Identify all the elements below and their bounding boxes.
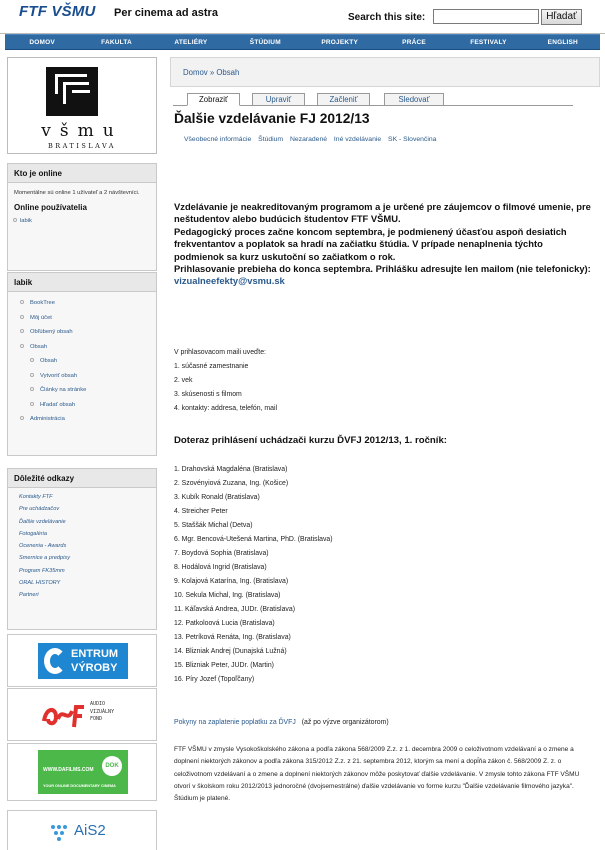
search-input[interactable] bbox=[433, 9, 539, 24]
menu-item-favorites[interactable]: Obľúbený obsah bbox=[8, 325, 156, 340]
tab-zacelnit[interactable]: Začleniť bbox=[317, 93, 370, 106]
vsmu-mark-icon bbox=[46, 67, 98, 116]
vsmu-logo-word: všmu bbox=[41, 121, 123, 141]
link-fotogaleria[interactable]: Fotogaléria bbox=[19, 530, 47, 537]
nav-item-fakulta[interactable]: FAKULTA bbox=[101, 39, 132, 46]
menu-item-articles[interactable]: Články na stránke bbox=[8, 383, 156, 398]
site-tagline: Per cinema ad astra bbox=[114, 7, 218, 19]
online-user-label: labik bbox=[20, 218, 32, 224]
user-menu-block bbox=[7, 272, 157, 456]
nav-item-projekty[interactable]: PROJEKTY bbox=[321, 39, 358, 46]
menu-item-account[interactable]: Môj účet bbox=[8, 311, 156, 326]
nav-item-english[interactable]: ENGLISH bbox=[547, 39, 578, 46]
link-uchadzaci[interactable]: Pre uchádzačov bbox=[19, 506, 60, 513]
avf-logo-icon bbox=[42, 703, 86, 729]
menu-item-content[interactable]: Obsah bbox=[8, 340, 156, 355]
link-dalsie-vzdelavanie[interactable]: Ďalšie vzdelávanie bbox=[19, 518, 66, 525]
fee-note: Pokyny na zaplatenie poplatku za ĎVFJ (až po výzve organizátorom) bbox=[174, 719, 389, 726]
term-link[interactable]: Štúdium bbox=[258, 136, 284, 143]
centrum-vyroby-logo: ENTRUM VÝROBY bbox=[38, 643, 128, 679]
email-link[interactable]: vizualneefekty@vsmu.sk bbox=[174, 275, 285, 287]
term-link[interactable]: Všeobecné informácie bbox=[184, 136, 252, 143]
ais2-banner[interactable] bbox=[7, 810, 157, 850]
list-item: 12. Patkoloová Lucia (Bratislava) bbox=[174, 619, 275, 627]
tab-sledovat[interactable]: Sledovať bbox=[384, 93, 444, 106]
link-program[interactable]: Program FK35mm bbox=[19, 567, 65, 574]
vsmu-logo[interactable] bbox=[7, 57, 157, 154]
links-block-title: Dôležité odkazy bbox=[8, 469, 156, 488]
link-kontakty[interactable]: Kontakty FTF bbox=[19, 494, 53, 500]
site-header bbox=[0, 0, 605, 34]
menu-item-content-sub[interactable]: Obsah bbox=[8, 354, 156, 369]
bullet-icon bbox=[20, 344, 24, 348]
bullet-icon bbox=[30, 373, 34, 377]
list-item: 9. Kolajová Katarína, Ing. (Bratislava) bbox=[174, 577, 289, 585]
main-nav bbox=[5, 34, 600, 50]
bullet-icon bbox=[20, 300, 24, 304]
search-label: Search this site: bbox=[348, 12, 426, 23]
ais2-dots-icon bbox=[50, 823, 70, 841]
list-item: 7. Boydová Sophia (Bratislava) bbox=[174, 549, 269, 557]
intro-text: Vzdelávanie je neakreditovaným programom a je určené pre záujemcov o filmové umenie, pre neštudentov alebo budúcich študentov FTF VŠMU. Pedagogický proces začne koncom septembra, je podmienený účasťou aspoň desiatich frekventantov a poplatok sa hradí na začiatku štúdia. V prípade nenaplnenia týchto podmienok sa kurz uskutoční so začiatkom o rok. Prihlasovanie prebieha do konca septembra. Prihlášku adresujte len mailom (nie telefonicky): vizualneefekty@vsmu.sk bbox=[174, 201, 591, 287]
link-partneri[interactable]: Partneri bbox=[19, 592, 39, 599]
list-item: 1. Drahovská Magdaléna (Bratislava) bbox=[174, 466, 288, 473]
link-ocenenia[interactable]: Ocenenia - Awards bbox=[19, 543, 67, 550]
bullet-icon bbox=[13, 218, 17, 222]
c-letter-icon bbox=[44, 648, 66, 674]
search-button[interactable]: Hľadať bbox=[541, 9, 582, 25]
tab-zobrazit[interactable]: Zobraziť bbox=[187, 93, 240, 106]
bullet-icon bbox=[30, 358, 34, 362]
term-link[interactable]: Iné vzdelávanie bbox=[333, 136, 382, 143]
page-title: Ďalšie vzdelávanie FJ 2012/13 bbox=[174, 111, 370, 126]
online-users-heading: Online používatelia bbox=[14, 203, 87, 212]
bullet-icon bbox=[20, 416, 24, 420]
avf-banner[interactable] bbox=[7, 688, 157, 741]
list-item: 6. Mgr. Bencová-Utešená Martina, PhD. (Bratislava) bbox=[174, 535, 333, 543]
centrum-vyroby-banner[interactable] bbox=[7, 634, 157, 687]
term-link[interactable]: Nezaradené bbox=[289, 136, 328, 143]
mail-instructions: V prihlasovacom maili uveďte: 1. súčasné zamestnanie 2. vek 3. skúsenosti s filmom 4. kontakty: addresa, telefón, mail bbox=[174, 349, 278, 412]
dafilms-banner[interactable] bbox=[7, 743, 157, 801]
nav-item-festivaly[interactable]: FESTIVALY bbox=[470, 39, 507, 46]
list-item: 10. Sekula Michal, Ing. (Bratislava) bbox=[174, 591, 281, 599]
links-block bbox=[7, 468, 157, 630]
list-item: 14. Blizniak Andrej (Dunajská Lužná) bbox=[174, 647, 287, 655]
list-item: 8. Hodálová Ingrid (Bratislava) bbox=[174, 563, 267, 571]
nav-item-atelliery[interactable]: ATELIÉRY bbox=[174, 39, 208, 46]
dok-badge-icon: DOK bbox=[102, 756, 122, 776]
menu-item-booktree[interactable]: BookTree bbox=[8, 296, 156, 311]
bullet-icon bbox=[20, 315, 24, 319]
link-oral-history[interactable]: ORAL HISTORY bbox=[19, 580, 61, 587]
list-item: 16. Píry Jozef (Topoľčany) bbox=[174, 675, 255, 683]
applicants-list bbox=[174, 463, 333, 687]
nav-item-domov[interactable]: DOMOV bbox=[29, 39, 55, 46]
link-smernice[interactable]: Smernice a predpisy bbox=[19, 555, 70, 562]
bullet-icon bbox=[30, 402, 34, 406]
bullet-icon bbox=[20, 329, 24, 333]
law-paragraph: FTF VŠMU v zmysle Vysokoškolského zákona a podľa zákona 568/2009 Z.z. z 1. decembra 2009 o celoživotnom vzdelávaní a o zmene a doplnení niektorých zákonov a podľa zákona 315/2012 Z.z. z 21. septembra 2012, ktorým sa mení a dopĺňa zákon č. 568/2009 Z. z. o celoživotnom vzdelávaní a o zmene a doplnení niektorých zákonov môže poskytovať ďalšie vzdelávanie. V zmysle tohto zákona FTF VŠMU otvorí v školskom roku 2012/2013 jednoročné (dvojsemestrálne) ďalšie vzdelávanie vo forme kurzu "Ďalšie vzdelávanie filmového jazyka". Štúdium je platené. bbox=[174, 746, 580, 803]
online-block bbox=[7, 163, 157, 271]
avf-text: AUDIO VIZUÁLNY FOND bbox=[90, 701, 115, 722]
menu-item-create-content[interactable]: Vytvoriť obsah bbox=[8, 369, 156, 384]
list-item: 4. Streicher Peter bbox=[174, 507, 228, 515]
breadcrumb[interactable]: Domov » Obsah bbox=[183, 68, 240, 77]
nav-item-prace[interactable]: PRÁCE bbox=[402, 39, 426, 46]
taxonomy-terms bbox=[184, 136, 441, 143]
site-logo[interactable]: FTF VŠMU bbox=[19, 3, 96, 20]
list-item: 5. Staššák Michal (Detva) bbox=[174, 521, 253, 529]
list-item: 11. Káľavská Andrea, JUDr. (Bratislava) bbox=[174, 605, 295, 613]
bullet-icon bbox=[30, 387, 34, 391]
online-status-text: Momentálne sú online 1 užívateľ a 2 návštevníci. bbox=[14, 190, 140, 196]
fee-link[interactable]: Pokyny na zaplatenie poplatku za ĎVFJ bbox=[174, 719, 296, 726]
online-user-item[interactable] bbox=[8, 214, 156, 229]
list-item: 2. Szovényiová Zuzana, Ing. (Košice) bbox=[174, 479, 289, 487]
nav-item-studium[interactable]: ŠTÚDIUM bbox=[249, 39, 281, 46]
vsmu-logo-city: BRATISLAVA bbox=[48, 142, 116, 150]
tab-upravit[interactable]: Upraviť bbox=[252, 93, 305, 106]
menu-item-admin[interactable]: Administrácia bbox=[8, 412, 156, 427]
dafilms-logo: WWW.DAFILMS.COM DOK YOUR ONLINE DOCUMENTARY CINEMA bbox=[38, 750, 128, 794]
term-link[interactable]: SK - Slovenčina bbox=[388, 136, 437, 143]
user-menu-title: labik bbox=[8, 273, 156, 292]
menu-item-search-content[interactable]: Hľadať obsah bbox=[8, 398, 156, 413]
online-block-title: Kto je online bbox=[8, 164, 156, 183]
applicants-heading: Doteraz prihlásení uchádzači kurzu ĎVFJ 2012/13, 1. ročník: bbox=[174, 435, 447, 446]
list-item: 15. Blizniak Peter, JUDr. (Martin) bbox=[174, 661, 274, 669]
list-item: 13. Petríková Renáta, Ing. (Bratislava) bbox=[174, 633, 291, 641]
list-item: 3. Kubík Ronald (Bratislava) bbox=[174, 493, 260, 501]
ais2-label: AiS2 bbox=[74, 822, 106, 839]
